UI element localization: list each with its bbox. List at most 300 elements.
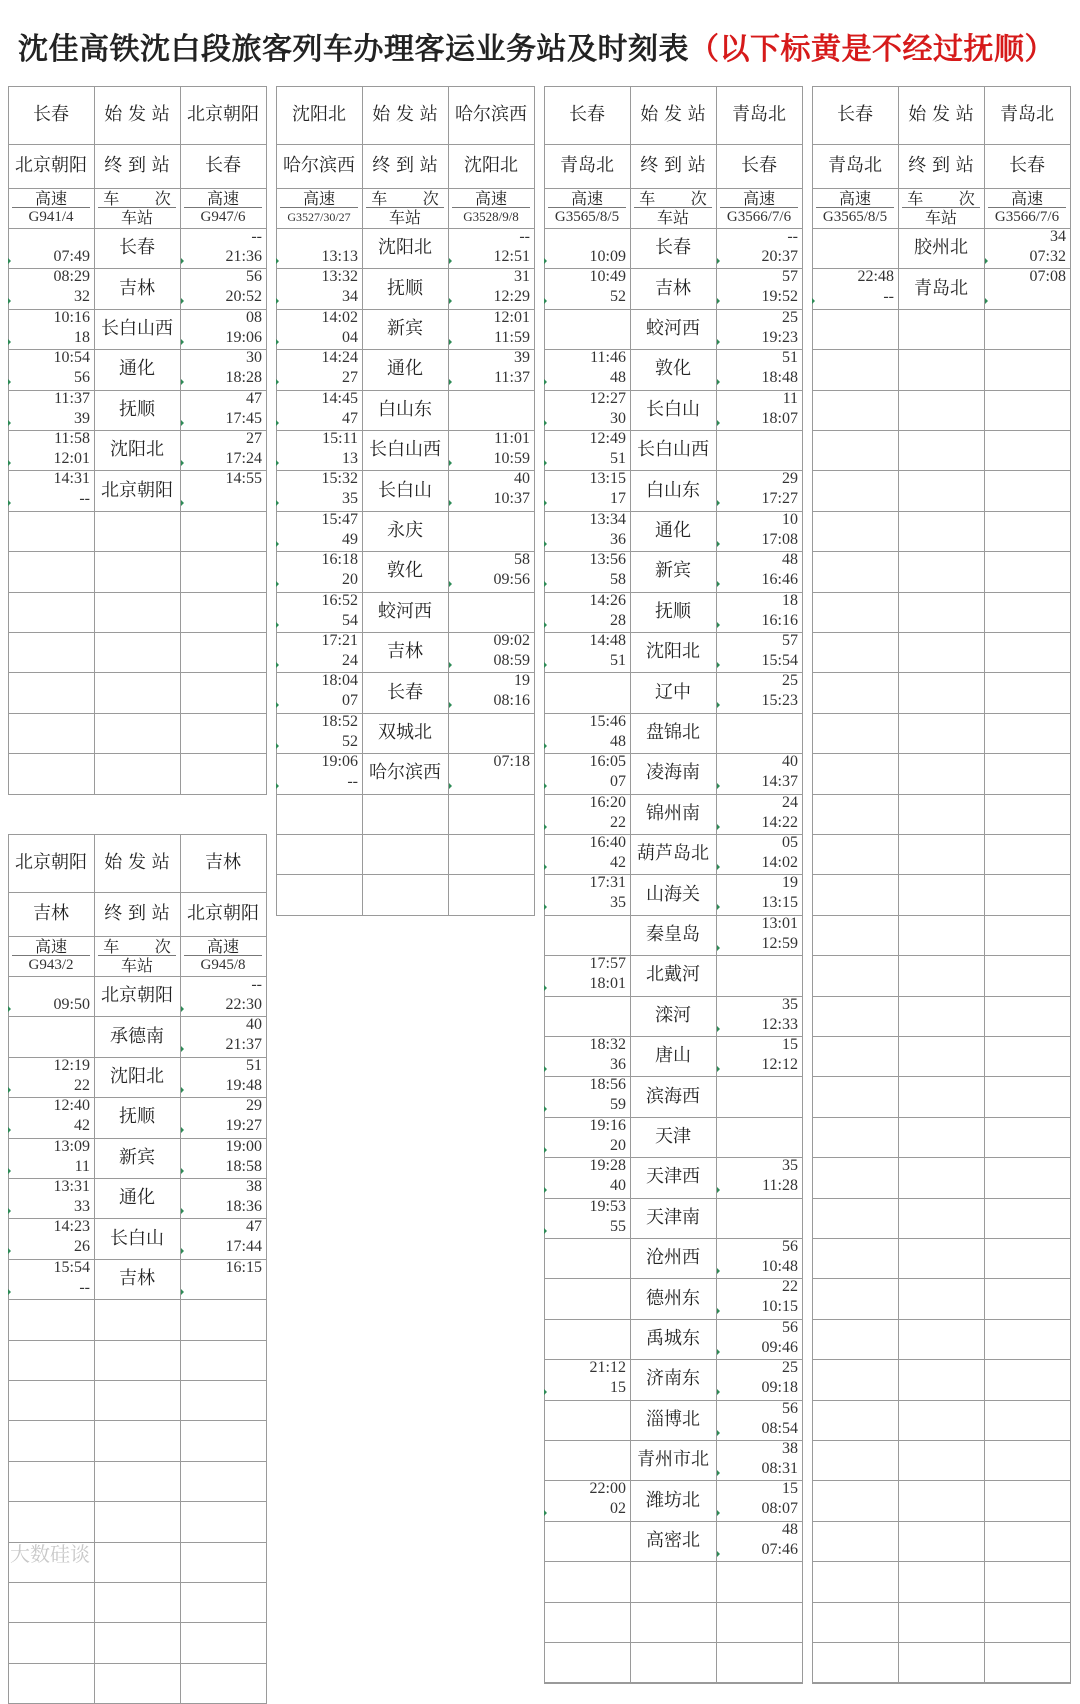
row-marker-icon [276,500,279,506]
row-marker-icon [717,1430,720,1436]
table-row [544,874,802,914]
right-time-upper: 38 [782,1440,798,1457]
title-note: （以下标黄是不经过抚顺） [689,32,1055,67]
grid-line [8,1582,266,1583]
left-time-upper: 14:23 [53,1218,90,1236]
terminus-right: 北京朝阳 [187,903,259,924]
station-name: 长白山西 [637,439,709,461]
right-time-lower: 21:37 [225,1036,262,1054]
station-name: 吉林 [655,277,691,299]
row-marker-icon [717,1268,720,1274]
right-time-lower: 19:52 [761,288,798,306]
station-name: 滨海西 [646,1085,700,1107]
left-time-lower: -- [883,288,894,306]
origin-left: 长春 [837,104,873,125]
grid-line [812,1278,1070,1279]
row-marker-icon [449,258,452,264]
left-time-upper: 10:49 [589,268,626,286]
right-time-upper: 31 [514,268,530,286]
right-time-upper: 18 [782,591,798,609]
row-marker-icon [181,1127,184,1133]
station-name: 新宾 [387,317,423,339]
grid-line [812,753,1070,754]
station-label: 车站 [924,208,957,227]
table-row [8,430,266,470]
right-time-upper: 40 [782,753,798,771]
station-name: 吉林 [387,641,423,663]
row-marker-icon [276,581,279,587]
table-row [812,228,1070,268]
grid-line [812,834,1070,835]
right-time-lower: 17:08 [761,530,798,548]
right-time-upper: 51 [782,349,798,367]
left-time-lower: 52 [610,288,626,306]
left-time-upper: 19:53 [589,1197,626,1215]
row-marker-icon [181,420,184,426]
row-marker-icon [8,258,11,264]
table-row [544,309,802,349]
right-time-lower: 10:59 [493,450,530,467]
right-time-lower: 18:48 [761,369,798,387]
speed-left: 高速 [34,937,67,956]
right-time-upper: 34 [1050,228,1066,245]
row-marker-icon [544,379,547,385]
right-time-lower: 10:15 [761,1298,798,1316]
table-row [544,349,802,389]
left-time-lower: 22 [74,1076,90,1094]
row-marker-icon [717,500,720,506]
right-time-upper: 35 [782,995,798,1013]
speed-right: 高速 [1010,189,1043,208]
row-marker-icon [8,1208,11,1214]
origin-right: 青岛北 [732,104,786,125]
left-time-upper: 16:18 [321,551,358,569]
left-time-lower: 58 [610,571,626,589]
grid-line [276,144,534,145]
row-marker-icon [449,783,452,789]
grid-line [8,1340,266,1341]
right-time-upper: 48 [782,1520,798,1538]
row-marker-icon [8,379,11,385]
left-time-lower: 17 [610,490,626,508]
table-row [8,1097,266,1137]
grid-line [8,672,266,673]
station-name: 抚顺 [655,600,691,622]
terminus-left: 哈尔滨西 [283,155,355,176]
station-name: 唐山 [655,1045,691,1067]
left-time-lower: -- [347,773,358,791]
station-name: 通化 [655,519,691,541]
table-row [544,592,802,632]
right-time-upper: 35 [782,1157,798,1175]
station-name: 秦皇岛 [646,923,700,945]
row-marker-icon [181,500,184,506]
right-time-lower: 11:37 [494,369,530,387]
row-marker-icon [717,581,720,587]
station-name: 盘锦北 [646,721,700,743]
grid-line [812,996,1070,997]
row-marker-icon [276,702,279,708]
table-row [8,1178,266,1218]
table-row [276,309,534,349]
origin-left: 长春 [569,104,605,125]
row-marker-icon [449,298,452,304]
left-time-upper: 16:40 [589,834,626,851]
train-right: G3528/9/8 [463,209,519,224]
terminus-label: 终 到 站 [640,155,706,176]
right-time-upper: 19:00 [225,1137,262,1155]
right-time-upper: 19 [782,874,798,892]
station-name: 淄博北 [646,1408,700,1430]
left-time-lower: 33 [74,1198,90,1215]
left-time-lower: -- [79,490,90,508]
right-time-upper: 25 [782,308,798,326]
row-marker-icon [181,339,184,345]
terminus-left: 青岛北 [560,155,614,176]
table-row [812,268,1070,308]
terminus-left: 青岛北 [828,155,882,176]
table-row [276,753,534,793]
left-time-upper: 15:46 [589,712,626,730]
right-time-lower: 11:59 [494,328,530,346]
station-name: 通化 [119,1187,155,1209]
station-name: 天津西 [646,1166,700,1188]
train-left: G3565/8/5 [554,209,620,225]
left-time-lower: 28 [610,611,626,629]
right-time-upper: -- [251,976,262,993]
row-marker-icon [985,258,988,264]
grid-line [812,551,1070,552]
table-row [544,955,802,995]
row-marker-icon [544,581,547,587]
left-time-upper: 13:34 [589,510,626,528]
left-time-lower: 07 [610,773,626,791]
left-time-lower: 20 [342,571,358,589]
table-row [8,1259,266,1299]
right-time-lower: 17:24 [225,450,262,467]
right-time-lower: 07:46 [761,1540,798,1558]
table-row [8,228,266,268]
table-row [8,1016,266,1056]
origin-right: 哈尔滨西 [455,104,527,125]
left-time-upper: 13:15 [589,470,626,488]
right-time-lower: 16:16 [761,611,798,629]
right-time-lower: 08:59 [493,652,530,669]
left-time-upper: 14:24 [321,349,358,367]
train-left: G941/4 [28,209,74,225]
station-name: 长白山 [646,398,700,420]
right-time-upper: 16:15 [225,1258,262,1276]
grid-line [812,915,1070,916]
row-marker-icon [717,864,720,870]
right-time-upper: 05 [782,834,798,851]
row-marker-icon [449,339,452,345]
table-row [276,228,534,268]
row-marker-icon [544,1228,547,1234]
left-time-lower: 09:50 [53,996,90,1013]
train-label: 车 次 [103,937,171,956]
grid-line [812,874,1070,875]
grid-line [8,1461,266,1462]
row-marker-icon [276,662,279,668]
table-row [544,915,802,955]
left-time-upper: 22:00 [589,1480,626,1498]
right-time-upper: 48 [782,551,798,569]
right-time-lower: 19:27 [225,1117,262,1135]
row-marker-icon [544,985,547,991]
right-time-lower: 13:15 [761,894,798,912]
row-marker-icon [276,541,279,547]
grid-line [812,511,1070,512]
station-name: 永庆 [387,519,423,541]
left-time-upper: 15:11 [322,430,358,447]
grid-line [812,632,1070,633]
left-time-lower: 51 [610,450,626,467]
row-marker-icon [717,622,720,628]
right-time-upper: 58 [514,551,530,569]
row-marker-icon [544,500,547,506]
right-time-lower: 16:46 [761,571,798,589]
train-right: G947/6 [200,209,246,225]
row-marker-icon [544,460,547,466]
right-time-lower: 09:56 [493,571,530,589]
right-time-upper: 47 [246,389,262,407]
right-time-upper: -- [519,228,530,245]
left-time-upper: 21:12 [589,1359,626,1377]
left-time-upper: 11:46 [590,349,626,367]
speed-right: 高速 [474,189,507,208]
left-time-lower: 18 [74,328,90,346]
grid-line [8,753,266,754]
grid-line [812,1157,1070,1158]
train-label: 车 次 [907,189,975,208]
table-row [544,390,802,430]
row-marker-icon [717,298,720,304]
station-name: 沈阳北 [646,641,700,663]
right-time-lower: 19:48 [225,1076,262,1094]
right-time-upper: 14:55 [225,470,262,488]
row-marker-icon [544,824,547,830]
right-time-lower: 18:36 [225,1198,262,1215]
row-marker-icon [449,581,452,587]
station-name: 滦河 [655,1004,691,1026]
left-time-lower: 10:09 [589,248,626,265]
grid-line [276,86,534,87]
right-time-lower: 08:54 [761,1419,798,1437]
right-time-upper: 27 [246,430,262,447]
grid-line [802,86,803,1682]
row-marker-icon [717,945,720,951]
title-main: 沈佳高铁沈白段旅客列车办理客运业务站及时刻表 [18,32,689,67]
right-time-upper: 11:01 [494,430,530,447]
right-time-upper: 10 [782,510,798,528]
left-time-lower: 52 [342,732,358,750]
grid-line [812,430,1070,431]
right-time-upper: 30 [246,349,262,367]
origin-label: 始 发 站 [640,104,706,125]
table-row [544,1480,802,1520]
table-row [8,349,266,389]
right-time-lower: 07:32 [1029,248,1066,265]
row-marker-icon [544,541,547,547]
left-time-lower: 55 [610,1217,626,1235]
table-row [544,1359,802,1399]
left-time-upper: 11:58 [54,430,90,447]
origin-label: 始 发 站 [372,104,438,125]
train-label: 车 次 [103,189,171,208]
left-time-lower: 32 [74,288,90,306]
row-marker-icon [544,1389,547,1395]
left-time-lower: 12:01 [53,450,90,467]
left-time-upper: 12:27 [589,389,626,407]
left-time-upper: 18:04 [321,672,358,690]
left-time-upper: 14:45 [321,389,358,407]
right-time-lower: 20:37 [761,248,798,265]
right-time-upper: 39 [514,349,530,367]
grid-line [8,86,266,87]
station-name: 长白山 [110,1227,164,1249]
grid-line [544,1602,802,1603]
table-row [544,1278,802,1318]
row-marker-icon [544,420,547,426]
row-marker-icon [812,298,815,304]
table-row [8,268,266,308]
row-marker-icon [276,460,279,466]
row-marker-icon [544,298,547,304]
right-time-upper: 51 [246,1056,262,1074]
table-row [544,1076,802,1116]
grid-line [812,672,1070,673]
right-time-lower: 14:02 [761,854,798,871]
left-time-lower: 36 [610,530,626,548]
grid-line [812,955,1070,956]
left-time-lower: 42 [610,854,626,871]
grid-line [812,1521,1070,1522]
right-time-lower: 18:07 [761,409,798,427]
left-time-upper: 15:32 [321,470,358,488]
table-row [8,309,266,349]
grid-line [812,592,1070,593]
terminus-right: 长春 [1009,155,1045,176]
station-name: 禹城东 [646,1327,700,1349]
grid-line [812,1602,1070,1603]
train-left: G3565/8/5 [822,209,888,225]
grid-line [812,1561,1070,1562]
table-row [544,1440,802,1480]
row-marker-icon [8,500,11,506]
grid-line [812,1440,1070,1441]
grid-line [8,892,266,893]
right-time-lower: 08:31 [761,1460,798,1477]
right-time-upper: 25 [782,672,798,690]
timetable-t2 [276,86,534,915]
terminus-label: 终 到 站 [104,903,170,924]
station-name: 蛟河西 [646,317,700,339]
right-time-lower: 09:46 [761,1338,798,1356]
right-time-lower: 18:28 [225,369,262,387]
left-time-upper: 14:31 [53,470,90,488]
left-time-upper: 19:06 [321,753,358,771]
station-name: 沈阳北 [378,237,432,259]
left-time-lower: 07:49 [53,248,90,265]
grid-line [8,1663,266,1664]
terminus-label: 终 到 站 [908,155,974,176]
right-time-upper: 11 [782,389,798,407]
row-marker-icon [544,904,547,910]
left-time-upper: 10:54 [53,349,90,367]
origin-label: 始 发 站 [104,852,170,873]
station-name: 长春 [655,237,691,259]
grid-line [812,309,1070,310]
station-label: 车站 [388,208,421,227]
left-time-upper: 16:20 [589,793,626,811]
right-time-lower: 14:37 [761,773,798,791]
station-name: 抚顺 [387,277,423,299]
station-name: 北京朝阳 [101,479,173,501]
grid-line [898,86,899,1682]
right-time-upper: 13:01 [761,914,798,932]
station-name: 吉林 [119,1267,155,1289]
left-time-upper: 14:48 [589,632,626,649]
right-time-upper: 12:01 [493,308,530,326]
station-name: 抚顺 [119,398,155,420]
left-time-upper: 08:29 [53,268,90,286]
station-name: 新宾 [119,1146,155,1168]
grid-line [8,1420,266,1421]
row-marker-icon [8,1006,11,1012]
grid-line [276,915,535,916]
row-marker-icon [717,662,720,668]
table-row [544,1157,802,1197]
right-time-upper: 07:08 [1029,268,1066,286]
table-row [544,430,802,470]
left-time-upper: 14:26 [589,591,626,609]
origin-left: 沈阳北 [292,104,346,125]
table-row [544,1521,802,1561]
right-time-upper: 57 [782,632,798,649]
left-time-lower: 22 [610,813,626,831]
grid-line [544,144,802,145]
row-marker-icon [717,541,720,547]
row-marker-icon [544,622,547,628]
right-time-upper: 08 [246,308,262,326]
table-row [8,1218,266,1258]
station-name: 潍坊北 [646,1489,700,1511]
left-time-upper: 19:16 [589,1116,626,1134]
train-left: G943/2 [28,957,74,973]
row-marker-icon [181,1006,184,1012]
table-row [276,470,534,510]
station-name: 吉林 [119,277,155,299]
row-marker-icon [717,904,720,910]
row-marker-icon [276,622,279,628]
row-marker-icon [544,1066,547,1072]
station-name: 锦州南 [646,802,700,824]
station-name: 沧州西 [646,1247,700,1269]
grid-line [276,794,534,795]
right-time-upper: 56 [782,1238,798,1255]
row-marker-icon [544,1106,547,1112]
origin-left: 北京朝阳 [15,852,87,873]
station-name: 敦化 [387,560,423,582]
table-row [544,672,802,712]
right-time-upper: -- [787,228,798,245]
table-row [8,1138,266,1178]
station-name: 北京朝阳 [101,985,173,1007]
left-time-lower: 51 [610,652,626,669]
left-time-lower: 27 [342,369,358,387]
right-time-lower: 19:23 [761,328,798,346]
